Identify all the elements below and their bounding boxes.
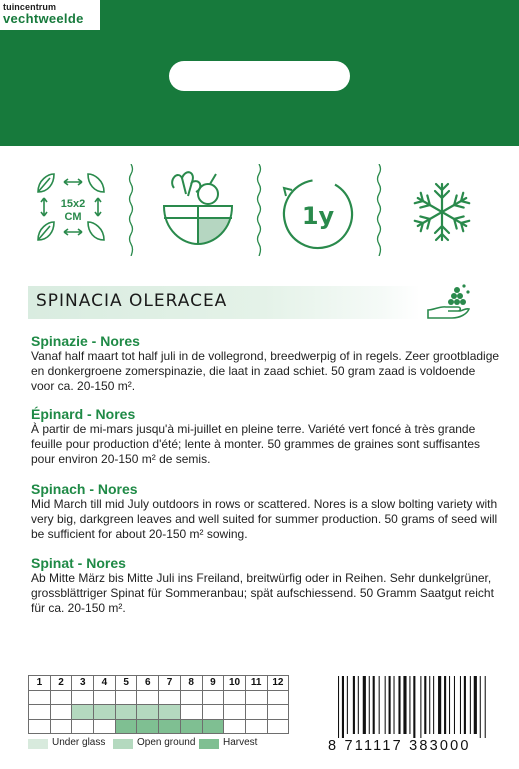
calendar-cell	[50, 719, 72, 734]
hang-hole	[169, 61, 350, 91]
legend-label: Harvest	[223, 737, 258, 748]
calendar-cell	[224, 719, 246, 734]
barcode-bar	[474, 676, 477, 734]
barcode-bar	[424, 676, 426, 734]
calendar-cell	[115, 719, 137, 734]
calendar-cell	[94, 690, 116, 705]
icon-row	[20, 160, 506, 260]
barcode	[338, 676, 506, 738]
legend-label: Open ground	[137, 737, 196, 748]
brand-logo	[0, 0, 100, 30]
section-german	[31, 555, 501, 616]
barcode-bar	[385, 676, 386, 734]
barcode-bar	[454, 676, 455, 734]
section-body: Mid March till mid July outdoors in rows or scattered. Nores is a slow bolting variety with very big, darkgreen leaves and well suited for summer production. 50 grams of seed will be sufficient for about 20-150 m² sowing.	[31, 497, 498, 541]
section-body: Ab Mitte März bis Mitte Juli ins Freiland, breitwürfig oder in Reihen. Sehr dunkelgrüner, grossblättriger Spinat für Sommeranbau; spät aufschiessend. 50 Gramm Saatgut reicht für ca. 20-150 m².	[31, 571, 494, 615]
barcode-bar	[409, 676, 410, 734]
calendar-cell	[137, 719, 159, 734]
wavy-divider	[376, 164, 382, 256]
barcode-bar	[369, 676, 370, 734]
calendar-cell	[267, 690, 289, 705]
section-french	[31, 406, 501, 467]
month-cell: 12	[267, 676, 289, 691]
calendar-cell	[29, 705, 51, 720]
calendar-cell	[202, 705, 224, 720]
calendar-cell	[180, 719, 202, 734]
month-cell: 3	[72, 676, 94, 691]
calendar-cell	[180, 705, 202, 720]
calendar-cell	[137, 690, 159, 705]
calendar-cell	[50, 705, 72, 720]
month-cell: 9	[202, 676, 224, 691]
legend-harvest	[199, 737, 269, 751]
spacing-icon	[28, 160, 122, 260]
section-english	[31, 481, 501, 542]
barcode-bar	[347, 676, 348, 734]
calendar-cell	[267, 719, 289, 734]
legend-label: Under glass	[52, 737, 106, 748]
month-cell: 6	[137, 676, 159, 691]
snowflake-icon	[402, 160, 482, 260]
calendar-cell	[245, 705, 267, 720]
wavy-divider	[128, 164, 134, 256]
spacing-line-2: CM	[64, 211, 82, 223]
barcode-bar	[470, 676, 471, 734]
section-dutch	[31, 333, 501, 394]
barcode-bar	[420, 676, 421, 738]
calendar-cell	[245, 690, 267, 705]
brand-line-1: tuincentrum	[3, 2, 57, 12]
section-title: Spinach - Nores	[31, 481, 138, 497]
barcode-bar	[438, 676, 441, 734]
calendar-cell	[72, 705, 94, 720]
calendar-cell	[202, 719, 224, 734]
brand-line-2: vechtweelde	[3, 11, 84, 26]
barcode-bar	[413, 676, 415, 738]
sowing-calendar	[28, 675, 289, 734]
legend-under-glass	[28, 737, 106, 751]
barcode-bar	[394, 676, 395, 734]
barcode-bar	[403, 676, 406, 734]
barcode-bar	[464, 676, 466, 734]
barcode-bar	[485, 676, 486, 738]
barcode-bar	[480, 676, 481, 738]
barcode-bar	[444, 676, 446, 734]
month-cell: 10	[224, 676, 246, 691]
barcode-bar	[338, 676, 339, 738]
calendar-cell	[159, 690, 181, 705]
calendar-cell	[115, 690, 137, 705]
legend-swatch	[199, 739, 219, 749]
latin-name: SPINACIA OLERACEA	[36, 291, 228, 311]
calendar-cell	[159, 705, 181, 720]
month-cell: 1	[29, 676, 51, 691]
vegetable-bowl-icon	[148, 160, 248, 260]
calendar-cell	[29, 719, 51, 734]
calendar-legend	[28, 737, 268, 751]
barcode-number: 8 711117 383000	[328, 738, 471, 754]
legend-swatch	[28, 739, 48, 749]
calendar-cell	[137, 705, 159, 720]
calendar-cell	[245, 719, 267, 734]
wavy-divider	[256, 164, 262, 256]
month-cell: 4	[94, 676, 116, 691]
annual-label: 1y	[301, 202, 335, 230]
barcode-bar	[373, 676, 375, 734]
calendar-cell	[72, 719, 94, 734]
calendar-cell	[29, 690, 51, 705]
section-body: À partir de mi-mars jusqu'à mi-juillet en pleine terre. Variété vert foncé à très grande feuille pour production d'été; lente à monter. 50 grammes de graines sont suffisantes pour environ 20-150 m² de semis.	[31, 422, 481, 466]
calendar-cell	[224, 690, 246, 705]
annual-icon	[272, 160, 366, 260]
section-body: Vanaf half maart tot half juli in de vollegrond, breedwerpig of in regels. Zeer grootbladige en donkergroene zomerspinazie, die laat in zaad schiet. 50 gram zaad is voldoende voor ca. 20-150 m².	[31, 349, 500, 393]
calendar-month-row	[29, 676, 289, 691]
section-title: Spinazie - Nores	[31, 333, 140, 349]
month-cell: 8	[180, 676, 202, 691]
calendar-cell	[180, 690, 202, 705]
month-cell: 11	[245, 676, 267, 691]
calendar-cell	[224, 705, 246, 720]
month-cell: 7	[159, 676, 181, 691]
calendar-cell	[72, 690, 94, 705]
seed-hand-icon	[424, 280, 472, 322]
barcode-bar	[379, 676, 380, 734]
month-cell: 5	[115, 676, 137, 691]
barcode-bar	[429, 676, 430, 734]
calendar-cell	[159, 719, 181, 734]
section-title: Épinard - Nores	[31, 406, 136, 422]
legend-open-ground	[113, 737, 196, 751]
barcode-bar	[358, 676, 359, 734]
calendar-cell	[267, 705, 289, 720]
calendar-cell	[202, 690, 224, 705]
calendar-row-harvest	[29, 719, 289, 734]
calendar-cell	[115, 705, 137, 720]
barcode-bar	[353, 676, 355, 734]
barcode-bar	[389, 676, 391, 734]
calendar-cell	[94, 705, 116, 720]
barcode-bar	[460, 676, 461, 734]
barcode-bar	[398, 676, 400, 734]
spacing-line-1: 15x2	[60, 198, 86, 210]
calendar-cell	[50, 690, 72, 705]
calendar-row-open-ground	[29, 705, 289, 720]
barcode-bar	[433, 676, 434, 734]
barcode-bar	[363, 676, 366, 734]
calendar-cell	[94, 719, 116, 734]
calendar-row-under-glass	[29, 690, 289, 705]
barcode-bar	[449, 676, 450, 734]
barcode-bar	[342, 676, 344, 738]
section-title: Spinat - Nores	[31, 555, 126, 571]
legend-swatch	[113, 739, 133, 749]
month-cell: 2	[50, 676, 72, 691]
